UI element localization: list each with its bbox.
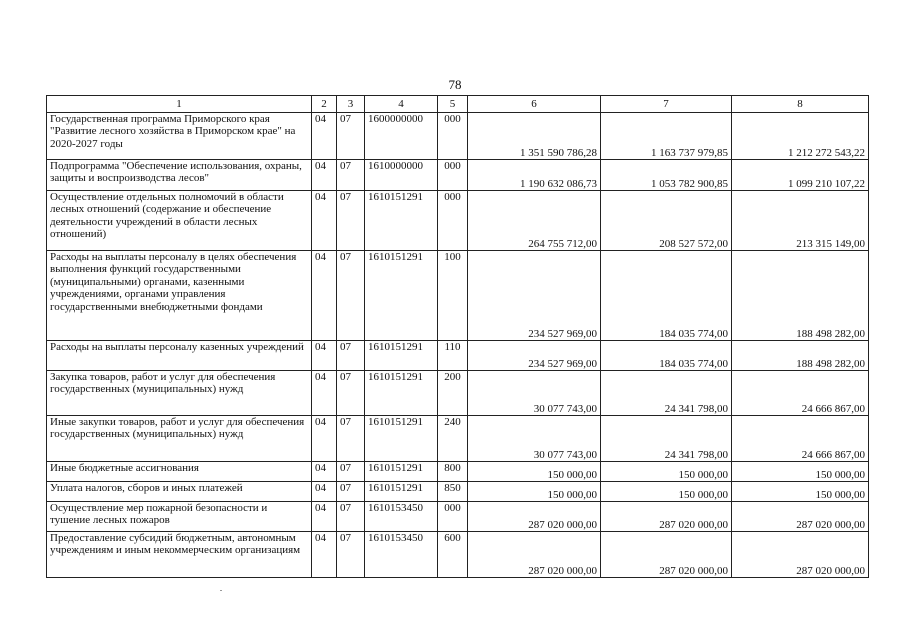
target-article-code: 1610151291 (365, 371, 438, 416)
amount-col-7: 208 527 572,00 (601, 191, 732, 251)
subsection-code: 07 (337, 251, 365, 341)
table-row (47, 341, 869, 371)
target-article-code: 1610151291 (365, 191, 438, 251)
subsection-code: 07 (337, 113, 365, 160)
amount-col-7: 150 000,00 (601, 462, 732, 482)
row-name: Подпрограмма "Обеспечение использования, охраны, защиты и воспроизводства лесов" (47, 160, 312, 191)
section-code: 04 (312, 191, 337, 251)
table-row (47, 416, 869, 462)
table-row (47, 371, 869, 416)
amount-col-8: 287 020 000,00 (732, 532, 869, 578)
table-row (47, 191, 869, 251)
expense-type-code: 000 (438, 113, 468, 160)
expense-type-code: 600 (438, 532, 468, 578)
subsection-code: 07 (337, 160, 365, 191)
expense-type-code: 000 (438, 502, 468, 532)
table-row (47, 113, 869, 160)
subsection-code: 07 (337, 416, 365, 462)
amount-col-8: 24 666 867,00 (732, 416, 869, 462)
target-article-code: 1610151291 (365, 482, 438, 502)
table-row (47, 462, 869, 482)
subsection-code: 07 (337, 502, 365, 532)
target-article-code: 1610151291 (365, 341, 438, 371)
amount-col-7: 184 035 774,00 (601, 251, 732, 341)
target-article-code: 1610153450 (365, 532, 438, 578)
expense-type-code: 000 (438, 191, 468, 251)
row-name: Осуществление отдельных полномочий в области лесных отношений (содержание и обеспечение деятельности учреждений в области лесных отношений) (47, 191, 312, 251)
section-code: 04 (312, 482, 337, 502)
amount-col-7: 287 020 000,00 (601, 532, 732, 578)
row-name: Иные закупки товаров, работ и услуг для обеспечения государственных (муниципальных) нужд (47, 416, 312, 462)
row-name: Государственная программа Приморского края "Развитие лесного хозяйства в Приморском крае" на 2020-2027 годы (47, 113, 312, 160)
section-code: 04 (312, 160, 337, 191)
header-cell-2: 2 (312, 96, 337, 113)
header-cell-5: 5 (438, 96, 468, 113)
amount-col-8: 150 000,00 (732, 462, 869, 482)
amount-col-8: 188 498 282,00 (732, 341, 869, 371)
amount-col-7: 24 341 798,00 (601, 371, 732, 416)
amount-col-8: 1 099 210 107,22 (732, 160, 869, 191)
target-article-code: 1610151291 (365, 462, 438, 482)
target-article-code: 1610151291 (365, 251, 438, 341)
scan-mark (220, 590, 222, 591)
row-name: Расходы на выплаты персоналу казенных учреждений (47, 341, 312, 371)
amount-col-6: 1 351 590 786,28 (468, 113, 601, 160)
expense-type-code: 110 (438, 341, 468, 371)
section-code: 04 (312, 416, 337, 462)
header-cell-3: 3 (337, 96, 365, 113)
amount-col-6: 287 020 000,00 (468, 532, 601, 578)
amount-col-6: 264 755 712,00 (468, 191, 601, 251)
header-cell-6: 6 (468, 96, 601, 113)
expense-type-code: 100 (438, 251, 468, 341)
amount-col-8: 188 498 282,00 (732, 251, 869, 341)
amount-col-6: 234 527 969,00 (468, 341, 601, 371)
budget-table (46, 95, 869, 578)
amount-col-6: 30 077 743,00 (468, 416, 601, 462)
amount-col-6: 30 077 743,00 (468, 371, 601, 416)
target-article-code: 1610151291 (365, 416, 438, 462)
page-number: 78 (448, 77, 462, 92)
amount-col-8: 24 666 867,00 (732, 371, 869, 416)
header-cell-4: 4 (365, 96, 438, 113)
row-name: Иные бюджетные ассигнования (47, 462, 312, 482)
subsection-code: 07 (337, 341, 365, 371)
expense-type-code: 240 (438, 416, 468, 462)
amount-col-7: 184 035 774,00 (601, 341, 732, 371)
section-code: 04 (312, 113, 337, 160)
subsection-code: 07 (337, 191, 365, 251)
amount-col-8: 287 020 000,00 (732, 502, 869, 532)
table-row (47, 160, 869, 191)
amount-col-8: 213 315 149,00 (732, 191, 869, 251)
section-code: 04 (312, 502, 337, 532)
amount-col-7: 1 053 782 900,85 (601, 160, 732, 191)
subsection-code: 07 (337, 532, 365, 578)
table-row (47, 482, 869, 502)
header-row (47, 96, 869, 113)
section-code: 04 (312, 371, 337, 416)
subsection-code: 07 (337, 482, 365, 502)
row-name: Закупка товаров, работ и услуг для обеспечения государственных (муниципальных) нужд (47, 371, 312, 416)
row-name: Осуществление мер пожарной безопасности и тушение лесных пожаров (47, 502, 312, 532)
expense-type-code: 200 (438, 371, 468, 416)
section-code: 04 (312, 251, 337, 341)
amount-col-6: 1 190 632 086,73 (468, 160, 601, 191)
row-name: Расходы на выплаты персоналу в целях обеспечения выполнения функций государственными (муниципальными) органами, казенными учреждениями, органами управления государственными внебюджетными фондами (47, 251, 312, 341)
amount-col-6: 287 020 000,00 (468, 502, 601, 532)
header-cell-8: 8 (732, 96, 869, 113)
amount-col-7: 287 020 000,00 (601, 502, 732, 532)
row-name: Уплата налогов, сборов и иных платежей (47, 482, 312, 502)
section-code: 04 (312, 532, 337, 578)
amount-col-8: 150 000,00 (732, 482, 869, 502)
amount-col-8: 1 212 272 543,22 (732, 113, 869, 160)
subsection-code: 07 (337, 371, 365, 416)
header-cell-1: 1 (47, 96, 312, 113)
target-article-code: 1600000000 (365, 113, 438, 160)
amount-col-7: 1 163 737 979,85 (601, 113, 732, 160)
table-row (47, 502, 869, 532)
table-row (47, 532, 869, 578)
expense-type-code: 800 (438, 462, 468, 482)
amount-col-6: 150 000,00 (468, 482, 601, 502)
target-article-code: 1610153450 (365, 502, 438, 532)
subsection-code: 07 (337, 462, 365, 482)
table-row (47, 251, 869, 341)
expense-type-code: 000 (438, 160, 468, 191)
amount-col-6: 234 527 969,00 (468, 251, 601, 341)
expense-type-code: 850 (438, 482, 468, 502)
amount-col-6: 150 000,00 (468, 462, 601, 482)
target-article-code: 1610000000 (365, 160, 438, 191)
row-name: Предоставление субсидий бюджетным, автономным учреждениям и иным некоммерческим организациям (47, 532, 312, 578)
amount-col-7: 150 000,00 (601, 482, 732, 502)
header-cell-7: 7 (601, 96, 732, 113)
section-code: 04 (312, 341, 337, 371)
section-code: 04 (312, 462, 337, 482)
amount-col-7: 24 341 798,00 (601, 416, 732, 462)
